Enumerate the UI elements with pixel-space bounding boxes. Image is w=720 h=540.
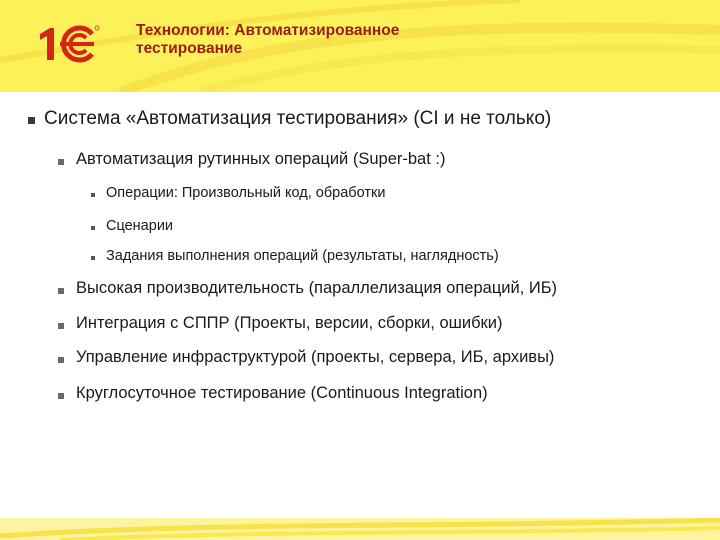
footer-strip [0,518,720,540]
sub-list-item: Операции: Произвольный код, обработки [106,185,386,201]
bullet-square-icon [58,288,64,294]
bullet-square-icon [58,357,64,363]
bullet-square-icon [28,117,35,124]
list-item: Интеграция с СППР (Проекты, версии, сборки, ошибки) [76,314,503,332]
page-title-line2: тестирование [136,40,243,57]
list-item: Круглосуточное тестирование (Continuous Integration) [76,384,488,402]
sub-list-item: Сценарии [106,218,174,234]
list-item: Автоматизация рутинных операций (Super-bat :) [76,150,446,168]
page-title-line1: Технологии: Автоматизированное [136,22,400,39]
bullet-square-icon [91,256,95,260]
bullet-square-icon [58,323,64,329]
bullet-square-icon [58,393,64,399]
bullet-square-icon [58,159,64,165]
bullet-square-icon [91,193,95,197]
main-bullet-text: Система «Автоматизация тестирования» (CI и не только) [44,108,552,129]
footer-decoration [0,518,720,540]
sub-list-item: Задания выполнения операций (результаты, наглядность) [106,248,499,264]
list-item: Управление инфраструктурой (проекты, сервера, ИБ, архивы) [76,348,555,366]
list-item: Высокая производительность (параллелизация операций, ИБ) [76,279,558,297]
bullet-square-icon [91,226,95,230]
